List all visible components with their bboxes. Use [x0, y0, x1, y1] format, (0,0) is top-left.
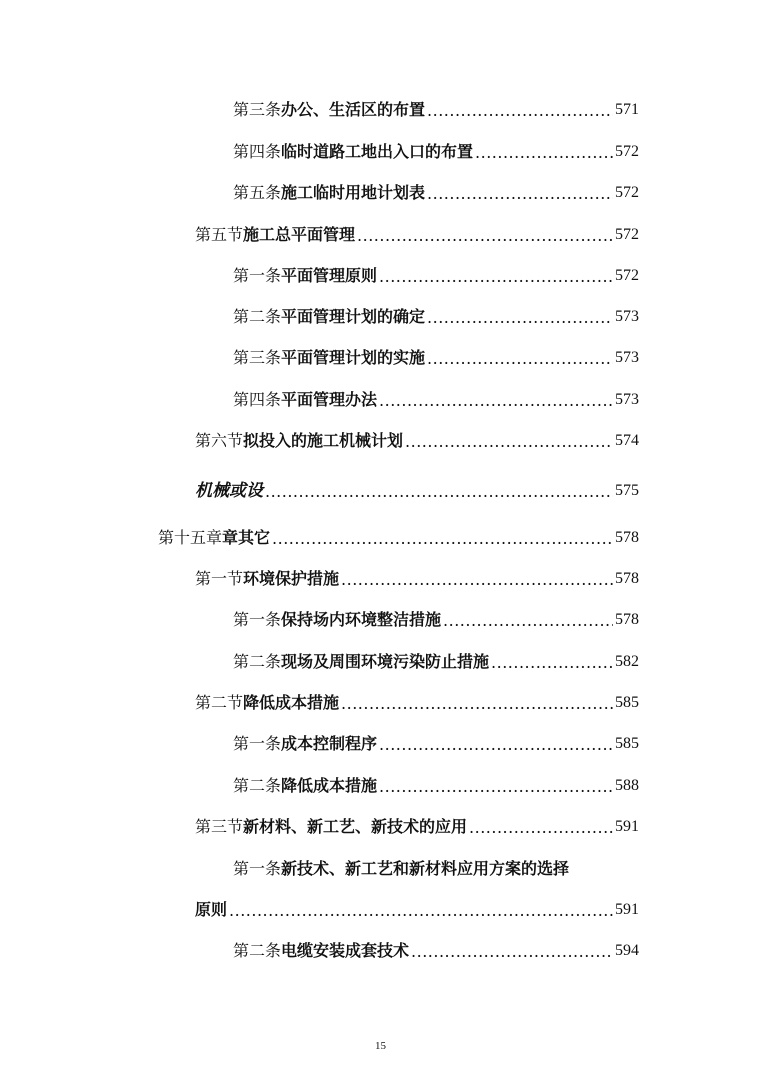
- entry-title: 平面管理办法: [281, 390, 378, 409]
- entry-title: 环境保护措施: [243, 569, 340, 588]
- entry-page-number: 594: [615, 942, 639, 959]
- toc-entry[interactable]: [233, 608, 639, 630]
- toc-entry[interactable]: [233, 939, 639, 961]
- toc-entry-wrapped-first-line[interactable]: [233, 859, 569, 879]
- entry-prefix: 第五节: [195, 225, 244, 244]
- entry-page-number: 573: [615, 308, 639, 325]
- toc-entry[interactable]: [158, 526, 639, 548]
- entry-prefix: 第一条: [233, 859, 282, 878]
- leader-dots: [427, 350, 613, 368]
- entry-page-number: 572: [615, 267, 639, 284]
- entry-page-number: 578: [615, 611, 639, 628]
- entry-title: 平面管理计划的确定: [281, 307, 426, 326]
- entry-page-number: 574: [615, 432, 639, 449]
- entry-prefix: 第二条: [233, 941, 282, 960]
- entry-title: 拟投入的施工机械计划: [243, 431, 404, 450]
- entry-title: 临时道路工地出入口的布置: [281, 142, 474, 161]
- entry-title: 平面管理原则: [281, 266, 378, 285]
- entry-prefix: 第四条: [233, 142, 282, 161]
- entry-page-number: 573: [615, 391, 639, 408]
- entry-page-number: 575: [615, 482, 639, 499]
- entry-prefix: 第一节: [195, 569, 244, 588]
- leader-dots: [341, 695, 613, 713]
- entry-prefix: 第一条: [233, 734, 282, 753]
- entry-prefix: 第十五章: [158, 528, 223, 547]
- toc-entry[interactable]: [195, 815, 639, 837]
- toc-entry[interactable]: [233, 732, 639, 754]
- entry-title-continuation: 原则: [195, 900, 228, 919]
- entry-page-number: 582: [615, 653, 639, 670]
- toc-entry[interactable]: [233, 388, 639, 410]
- entry-title: 新技术、新工艺和新材料应用方案的选择: [281, 859, 570, 878]
- leader-dots: [405, 433, 613, 451]
- leader-dots: [357, 227, 613, 245]
- leader-dots: [229, 902, 613, 920]
- leader-dots: [427, 102, 613, 120]
- leader-dots: [379, 392, 613, 410]
- entry-title: 降低成本措施: [281, 776, 378, 795]
- entry-title: 电缆安装成套技术: [281, 941, 410, 960]
- toc-entry[interactable]: [195, 567, 639, 589]
- entry-prefix: 第五条: [233, 183, 282, 202]
- leader-dots: [379, 778, 613, 796]
- entry-page-number: 588: [615, 777, 639, 794]
- leader-dots: [341, 571, 613, 589]
- toc-entry[interactable]: [233, 774, 639, 796]
- toc-entry[interactable]: [233, 650, 639, 672]
- toc-entry[interactable]: [195, 479, 639, 501]
- entry-title: 办公、生活区的布置: [281, 100, 426, 119]
- entry-title: 保持场内环境整洁措施: [281, 610, 442, 629]
- entry-title: 降低成本措施: [243, 693, 340, 712]
- leader-dots: [427, 309, 613, 327]
- leader-dots: [265, 483, 613, 501]
- entry-prefix: 第一条: [233, 266, 282, 285]
- entry-prefix: 第四条: [233, 390, 282, 409]
- entry-page-number: 578: [615, 529, 639, 546]
- entry-title: 平面管理计划的实施: [281, 348, 426, 367]
- leader-dots: [491, 654, 613, 672]
- entry-page-number: 585: [615, 735, 639, 752]
- entry-page-number: 591: [615, 901, 639, 918]
- entry-prefix: 第六节: [195, 431, 244, 450]
- entry-prefix: 第二条: [233, 307, 282, 326]
- entry-page-number: 572: [615, 143, 639, 160]
- leader-dots: [379, 736, 613, 754]
- entry-page-number: 573: [615, 349, 639, 366]
- entry-title: 新材料、新工艺、新技术的应用: [243, 817, 468, 836]
- toc-entry-continuation[interactable]: [195, 898, 639, 920]
- entry-prefix: 第二条: [233, 652, 282, 671]
- entry-title: 机械或设: [195, 481, 263, 501]
- toc-entry[interactable]: [195, 429, 639, 451]
- leader-dots: [469, 819, 613, 837]
- toc-entry[interactable]: [233, 140, 639, 162]
- toc-entry[interactable]: [233, 346, 639, 368]
- entry-page-number: 572: [615, 226, 639, 243]
- entry-title: 施工临时用地计划表: [281, 183, 426, 202]
- toc-entry[interactable]: [233, 305, 639, 327]
- entry-page-number: 591: [615, 818, 639, 835]
- leader-dots: [427, 185, 613, 203]
- leader-dots: [475, 144, 613, 162]
- entry-prefix: 第三条: [233, 348, 282, 367]
- entry-prefix: 第二节: [195, 693, 244, 712]
- entry-page-number: 572: [615, 184, 639, 201]
- leader-dots: [443, 612, 613, 630]
- entry-page-number: 571: [615, 101, 639, 118]
- entry-title: 施工总平面管理: [243, 225, 356, 244]
- toc-entry[interactable]: [195, 691, 639, 713]
- toc-entry[interactable]: [233, 264, 639, 286]
- entry-prefix: 第二条: [233, 776, 282, 795]
- entry-page-number: 585: [615, 694, 639, 711]
- entry-prefix: 第三节: [195, 817, 244, 836]
- entry-prefix: 第三条: [233, 100, 282, 119]
- entry-prefix: 第一条: [233, 610, 282, 629]
- entry-title: 成本控制程序: [281, 734, 378, 753]
- page-number-footer: 15: [375, 1040, 386, 1052]
- entry-page-number: 578: [615, 570, 639, 587]
- toc-entry[interactable]: [233, 181, 639, 203]
- leader-dots: [272, 530, 613, 548]
- entry-title: 章其它: [222, 528, 271, 547]
- toc-entry[interactable]: [233, 98, 639, 120]
- leader-dots: [379, 268, 613, 286]
- leader-dots: [411, 943, 613, 961]
- toc-entry[interactable]: [195, 223, 639, 245]
- entry-title: 现场及周围环境污染防止措施: [281, 652, 490, 671]
